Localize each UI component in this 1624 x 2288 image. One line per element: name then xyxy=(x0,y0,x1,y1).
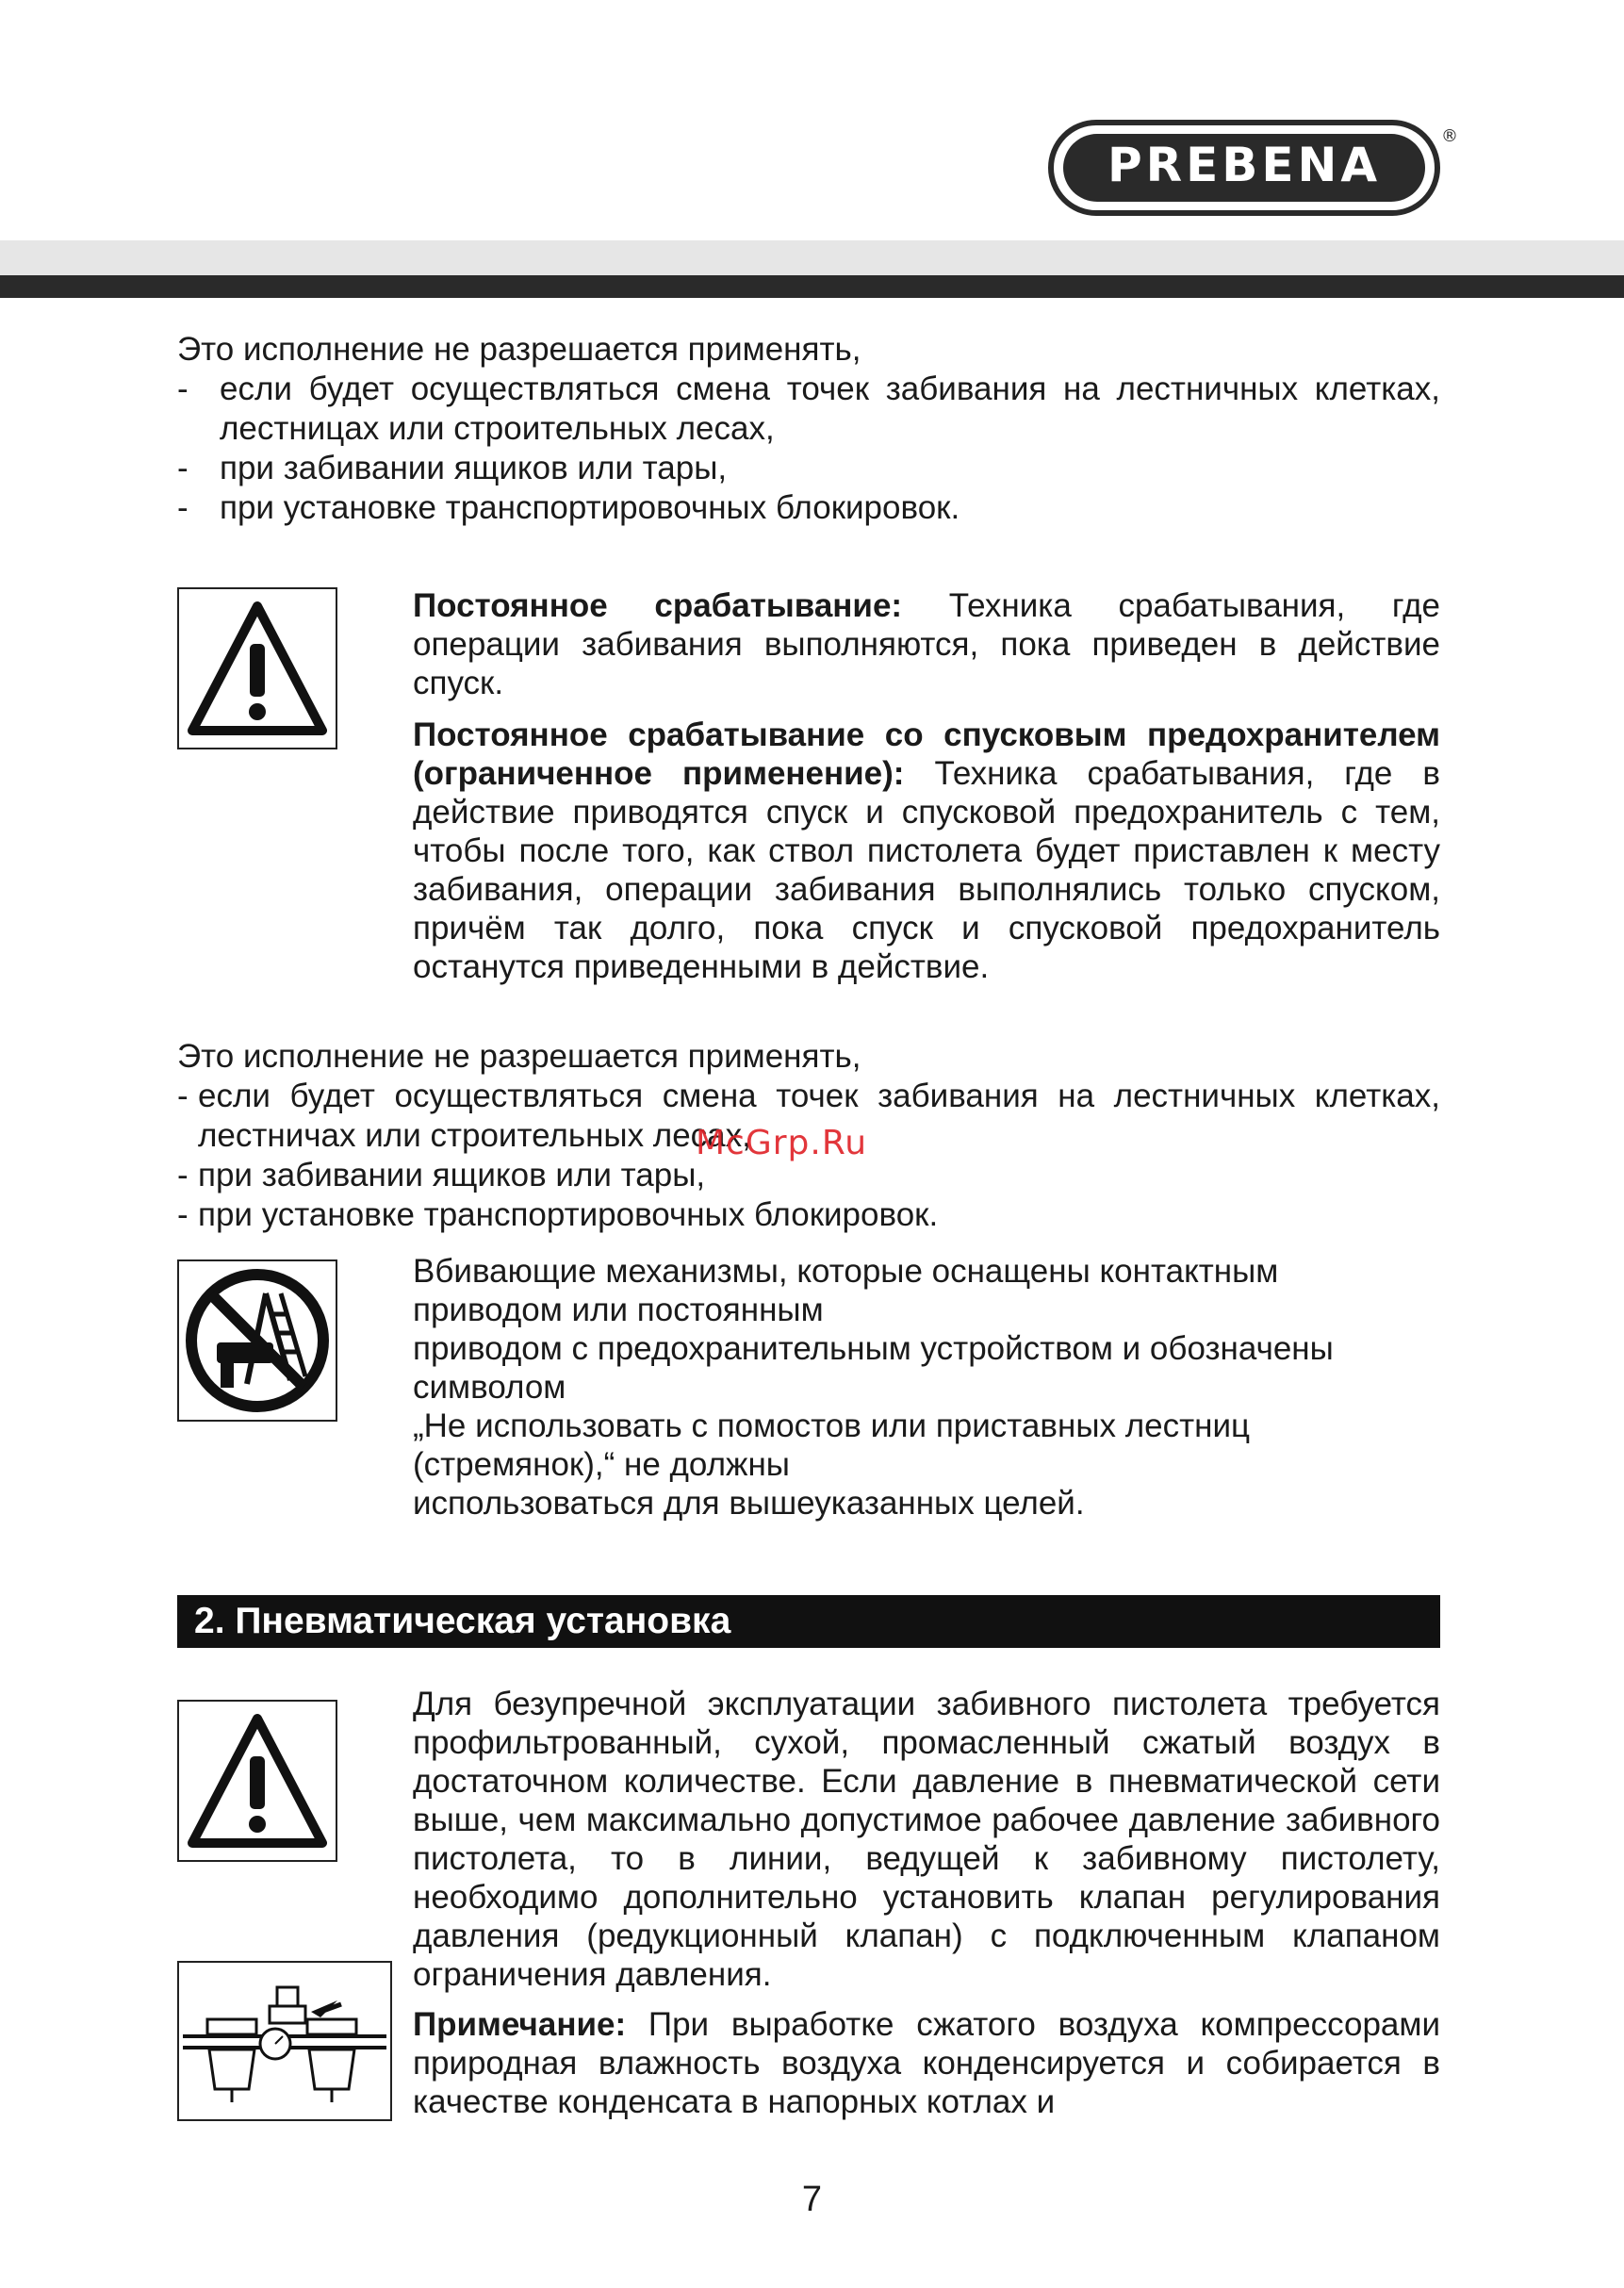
list-item: - при забивании ящиков или тары, xyxy=(177,450,728,486)
list-item: - при установке транспортировочных блокировок. xyxy=(177,489,960,526)
list-item: - при установке транспортировочных блокировок. xyxy=(177,1196,939,1233)
no-ladder-prohibition-icon xyxy=(177,1259,337,1422)
watermark: McGrp.Ru xyxy=(696,1124,868,1162)
notice-line: приводом с предохранительным устройством и обозначены xyxy=(413,1330,1334,1367)
safety-text: Техника срабатывания, где в действие приводятся спуск и спусковой предохранитель с тем, чтобы после того, как ствол пистолета будет приставлен к месту забивания, операции забивания выполнялись только спуском, причём так долго, пока спуск и спусковой предохранитель останутся приведенными в действие. xyxy=(413,755,1440,985)
notice-line: символом xyxy=(413,1369,566,1406)
notice-line: использоваться для вышеуказанных целей. xyxy=(413,1485,1085,1522)
note-text: При выработке сжатого воздуха компрессорами природная влажность воздуха конденсируется и собирается в качестве конденсата в напорных котлах и xyxy=(413,2006,1440,2120)
trigger-description xyxy=(413,586,1440,986)
list-item: - если будет осуществляться смена точек забивания на лестничных клетках, лестницах или строительных лесах, xyxy=(177,370,1440,447)
notice-line: Вбивающие механизмы, которые оснащены контактным xyxy=(413,1253,1279,1290)
pressure-regulator-filter-icon xyxy=(177,1961,392,2121)
section2-intro: Это исполнение не разрешается применять, xyxy=(177,1038,861,1075)
header-band-dark xyxy=(0,275,1624,298)
list-item: - если будет осуществляться смена точек забивания на лестничных клетках, лестничах или строительных лесах, xyxy=(177,1078,1440,1154)
notice-line: „Не использовать с помостов или приставных лестниц xyxy=(413,1407,1251,1444)
prohibition-notice xyxy=(413,1252,1440,1523)
list-item: - при забивании ящиков или тары, xyxy=(177,1157,706,1193)
notice-line: приводом или постоянным xyxy=(413,1292,824,1328)
header-band-light xyxy=(0,240,1624,278)
warning-triangle-icon xyxy=(177,587,337,749)
continuous-title: Постоянное срабатывание: xyxy=(413,587,903,624)
prebena-logo xyxy=(1048,115,1463,219)
continuous-text: Техника срабатывания, где операции забивания выполняются, пока приведен в действие спуск. xyxy=(413,587,1440,701)
section1-intro: Это исполнение не разрешается применять, xyxy=(177,331,861,368)
section1-bullets xyxy=(177,370,1440,528)
brand-text: PREBENA xyxy=(1107,138,1382,192)
section-heading: 2. Пневматическая установка xyxy=(177,1595,1440,1648)
note-title: Примечание: xyxy=(413,2006,627,2043)
page-number: 7 xyxy=(801,2180,823,2219)
notice-line: (стремянок),“ не должны xyxy=(413,1446,790,1483)
safety-title: Постоянное срабатывание со спусковым предохранителем (ограниченное применение): xyxy=(413,716,1440,792)
pneumatic-description xyxy=(413,1685,1440,2121)
registered-mark: ® xyxy=(1441,126,1458,146)
warning-triangle-icon xyxy=(177,1700,337,1862)
pneumatic-body: Для безупречной эксплуатации забивного пистолета требуется профильтрованный, сухой, промасленный сжатый воздух в достаточном количестве. Если давление в пневматической сети выше, чем максимально допустимое рабочее давление забивного пистолета, то в линии, ведущей к забивному пистолету, необходимо дополнительно установить клапан регулирования давления (редукционный клапан) с подключенным клапаном ограничения давления. xyxy=(413,1686,1440,1993)
